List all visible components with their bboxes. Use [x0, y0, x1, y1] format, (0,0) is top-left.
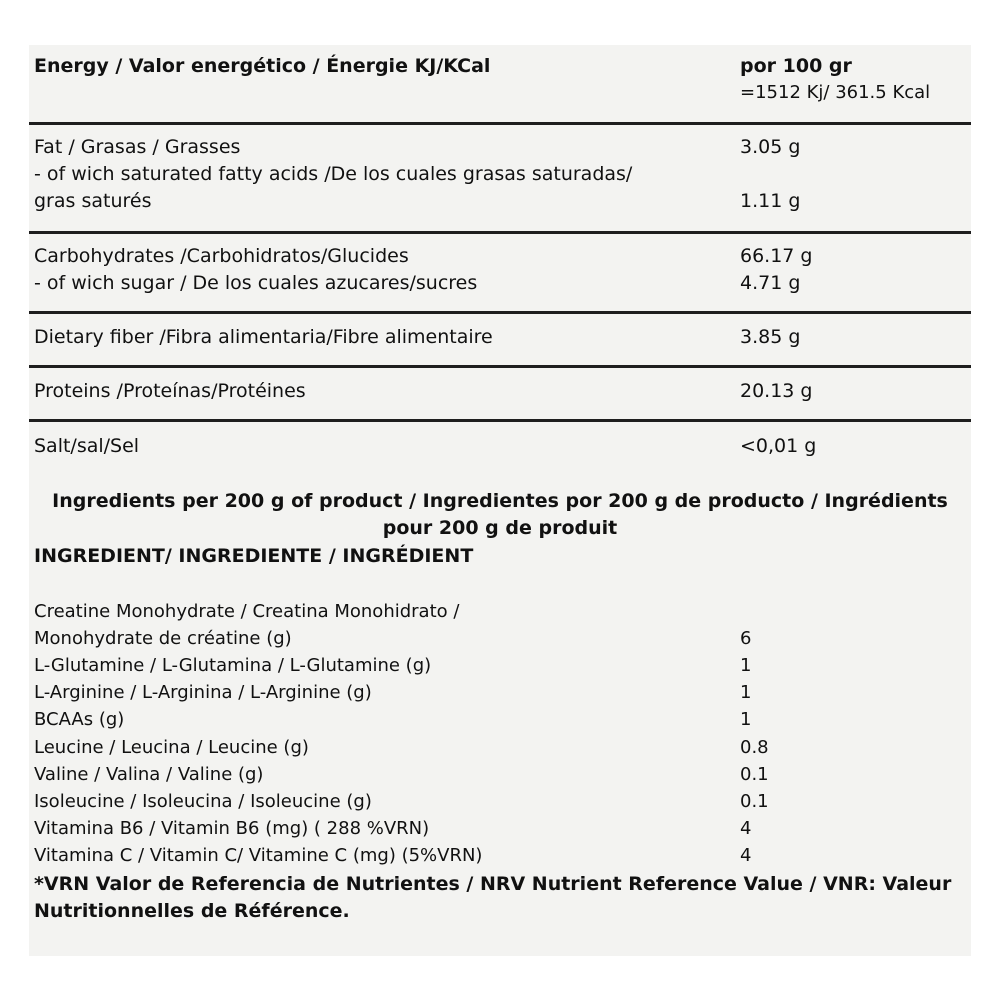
energy-value: =1512 Kj/ 361.5 Kcal	[740, 82, 931, 103]
divider	[29, 311, 971, 314]
divider	[29, 122, 971, 125]
carbs-value: 66.17 g	[740, 245, 813, 267]
ingredient-value: 0.1	[740, 791, 769, 812]
ingredients-title-line1: Ingredients per 200 g of product / Ingredientes por 200 g de producto / Ingrédients	[52, 490, 948, 512]
saturated-fat-value: 1.11 g	[740, 190, 801, 212]
creatine-label-line1: Creatine Monohydrate / Creatina Monohidrato /	[34, 601, 460, 622]
ingredient-value: 1	[740, 709, 752, 730]
ingredient-label: Valine / Valina / Valine (g)	[34, 764, 264, 785]
ingredient-label: L-Arginine / L-Arginina / L-Arginine (g)	[34, 682, 372, 703]
ingredient-value: 4	[740, 845, 752, 866]
ingredient-label: BCAAs (g)	[34, 709, 125, 730]
salt-value: <0,01 g	[740, 435, 817, 457]
ingredient-label: Isoleucine / Isoleucina / Isoleucine (g)	[34, 791, 372, 812]
fiber-label: Dietary fiber /Fibra alimentaria/Fibre alimentaire	[34, 326, 493, 348]
fat-label: Fat / Grasas / Grasses	[34, 136, 241, 158]
ingredient-label: Vitamina C / Vitamin C/ Vitamine C (mg) (5%VRN)	[34, 845, 483, 866]
saturated-fat-label-line1: - of wich saturated fatty acids /De los cuales grasas saturadas/	[34, 163, 633, 185]
energy-label: Energy / Valor energético / Énergie KJ/KCal	[34, 55, 491, 77]
ingredient-value: 0.1	[740, 764, 769, 785]
ingredient-label: L-Glutamine / L-Glutamina / L-Glutamine (g)	[34, 655, 432, 676]
nrv-footnote: *VRN Valor de Referencia de Nutrientes / NRV Nutrient Reference Value / VNR: Valeur Nutritionnelles de Référence.	[34, 873, 952, 922]
saturated-fat-label-line2: gras saturés	[34, 190, 152, 212]
fat-value: 3.05 g	[740, 136, 801, 158]
divider	[29, 231, 971, 234]
ingredient-value: 1	[740, 682, 752, 703]
fiber-value: 3.85 g	[740, 326, 801, 348]
ingredient-value: 0.8	[740, 737, 769, 758]
ingredient-label: Leucine / Leucina / Leucine (g)	[34, 737, 309, 758]
protein-label: Proteins /Proteínas/Protéines	[34, 380, 306, 402]
nutrition-panel	[29, 45, 971, 956]
salt-label: Salt/sal/Sel	[34, 435, 140, 457]
sugar-label: - of wich sugar / De los cuales azucares/sucres	[34, 272, 478, 294]
sugar-value: 4.71 g	[740, 272, 801, 294]
ingredient-value: 6	[740, 628, 752, 649]
divider	[29, 419, 971, 422]
per-100g-header: por 100 gr	[740, 55, 852, 77]
ingredient-value: 4	[740, 818, 752, 839]
ingredients-title-line2: pour 200 g de produit	[382, 517, 618, 539]
ingredient-value: 1	[740, 655, 752, 676]
ingredient-column-header: INGREDIENT/ INGREDIENTE / INGRÉDIENT	[34, 545, 474, 567]
ingredient-label: Monohydrate de créatine (g)	[34, 628, 292, 649]
protein-value: 20.13 g	[740, 380, 813, 402]
carbs-label: Carbohydrates /Carbohidratos/Glucides	[34, 245, 409, 267]
ingredient-label: Vitamina B6 / Vitamin B6 (mg) ( 288 %VRN)	[34, 818, 430, 839]
divider	[29, 365, 971, 368]
